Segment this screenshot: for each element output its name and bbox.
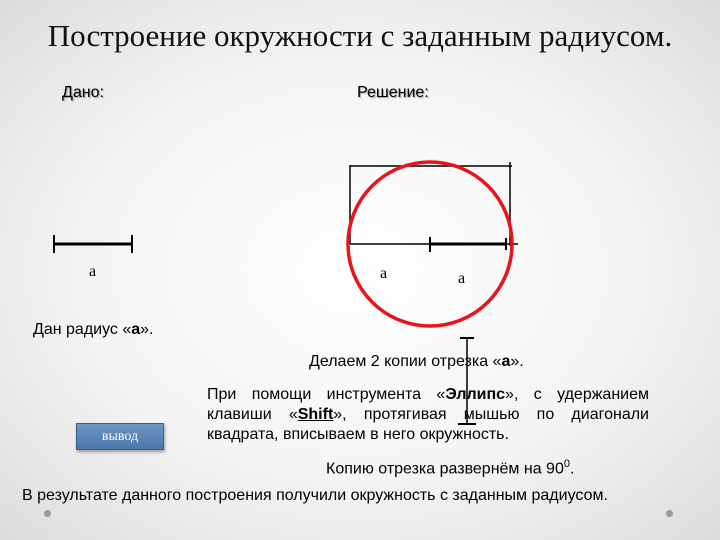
result-text: В результате данного построения получили окружность с заданным радиусом. bbox=[22, 487, 608, 504]
given-text bbox=[33, 320, 154, 340]
rotate-text: Копию отрезка развернём на $90^0$. bbox=[326, 458, 575, 478]
given-segment-label: a bbox=[89, 263, 97, 280]
nav-dot-left bbox=[44, 510, 51, 517]
ellipse-text-part-1: При помощи инструмента « bbox=[207, 386, 446, 403]
copies-text: Делаем 2 копии отрезка «a». bbox=[309, 353, 524, 370]
shift-key-name: Shift bbox=[297, 406, 334, 423]
output-button[interactable]: вывод bbox=[76, 423, 164, 450]
rotate-text-content: Копию отрезка развернём на 90 bbox=[326, 460, 564, 478]
copy-segment-label-2: a bbox=[458, 270, 466, 287]
degree-superscript: 0 bbox=[563, 458, 570, 470]
ellipse-text-part-3: », протягивая мышью по диагонали квадрата, вписываем в него окружность. bbox=[207, 406, 649, 443]
solution-label: Решение: bbox=[357, 84, 429, 101]
nav-dot-right bbox=[666, 510, 673, 517]
slide-title: Построение окружности с заданным радиусом. bbox=[47, 18, 673, 53]
segment-copies bbox=[350, 237, 518, 252]
ellipse-tool-name: Эллипс bbox=[445, 386, 506, 403]
square-outline bbox=[350, 162, 512, 246]
given-segment bbox=[54, 235, 132, 253]
ellipse-instruction-text bbox=[207, 385, 649, 445]
given-text-content: Дан радиус «a». bbox=[33, 321, 154, 338]
ellipse-text-part-2: », с удержанием клавиши « bbox=[207, 386, 649, 423]
copy-segment-label-1: a bbox=[380, 265, 388, 282]
given-label: Дано: bbox=[62, 84, 104, 101]
